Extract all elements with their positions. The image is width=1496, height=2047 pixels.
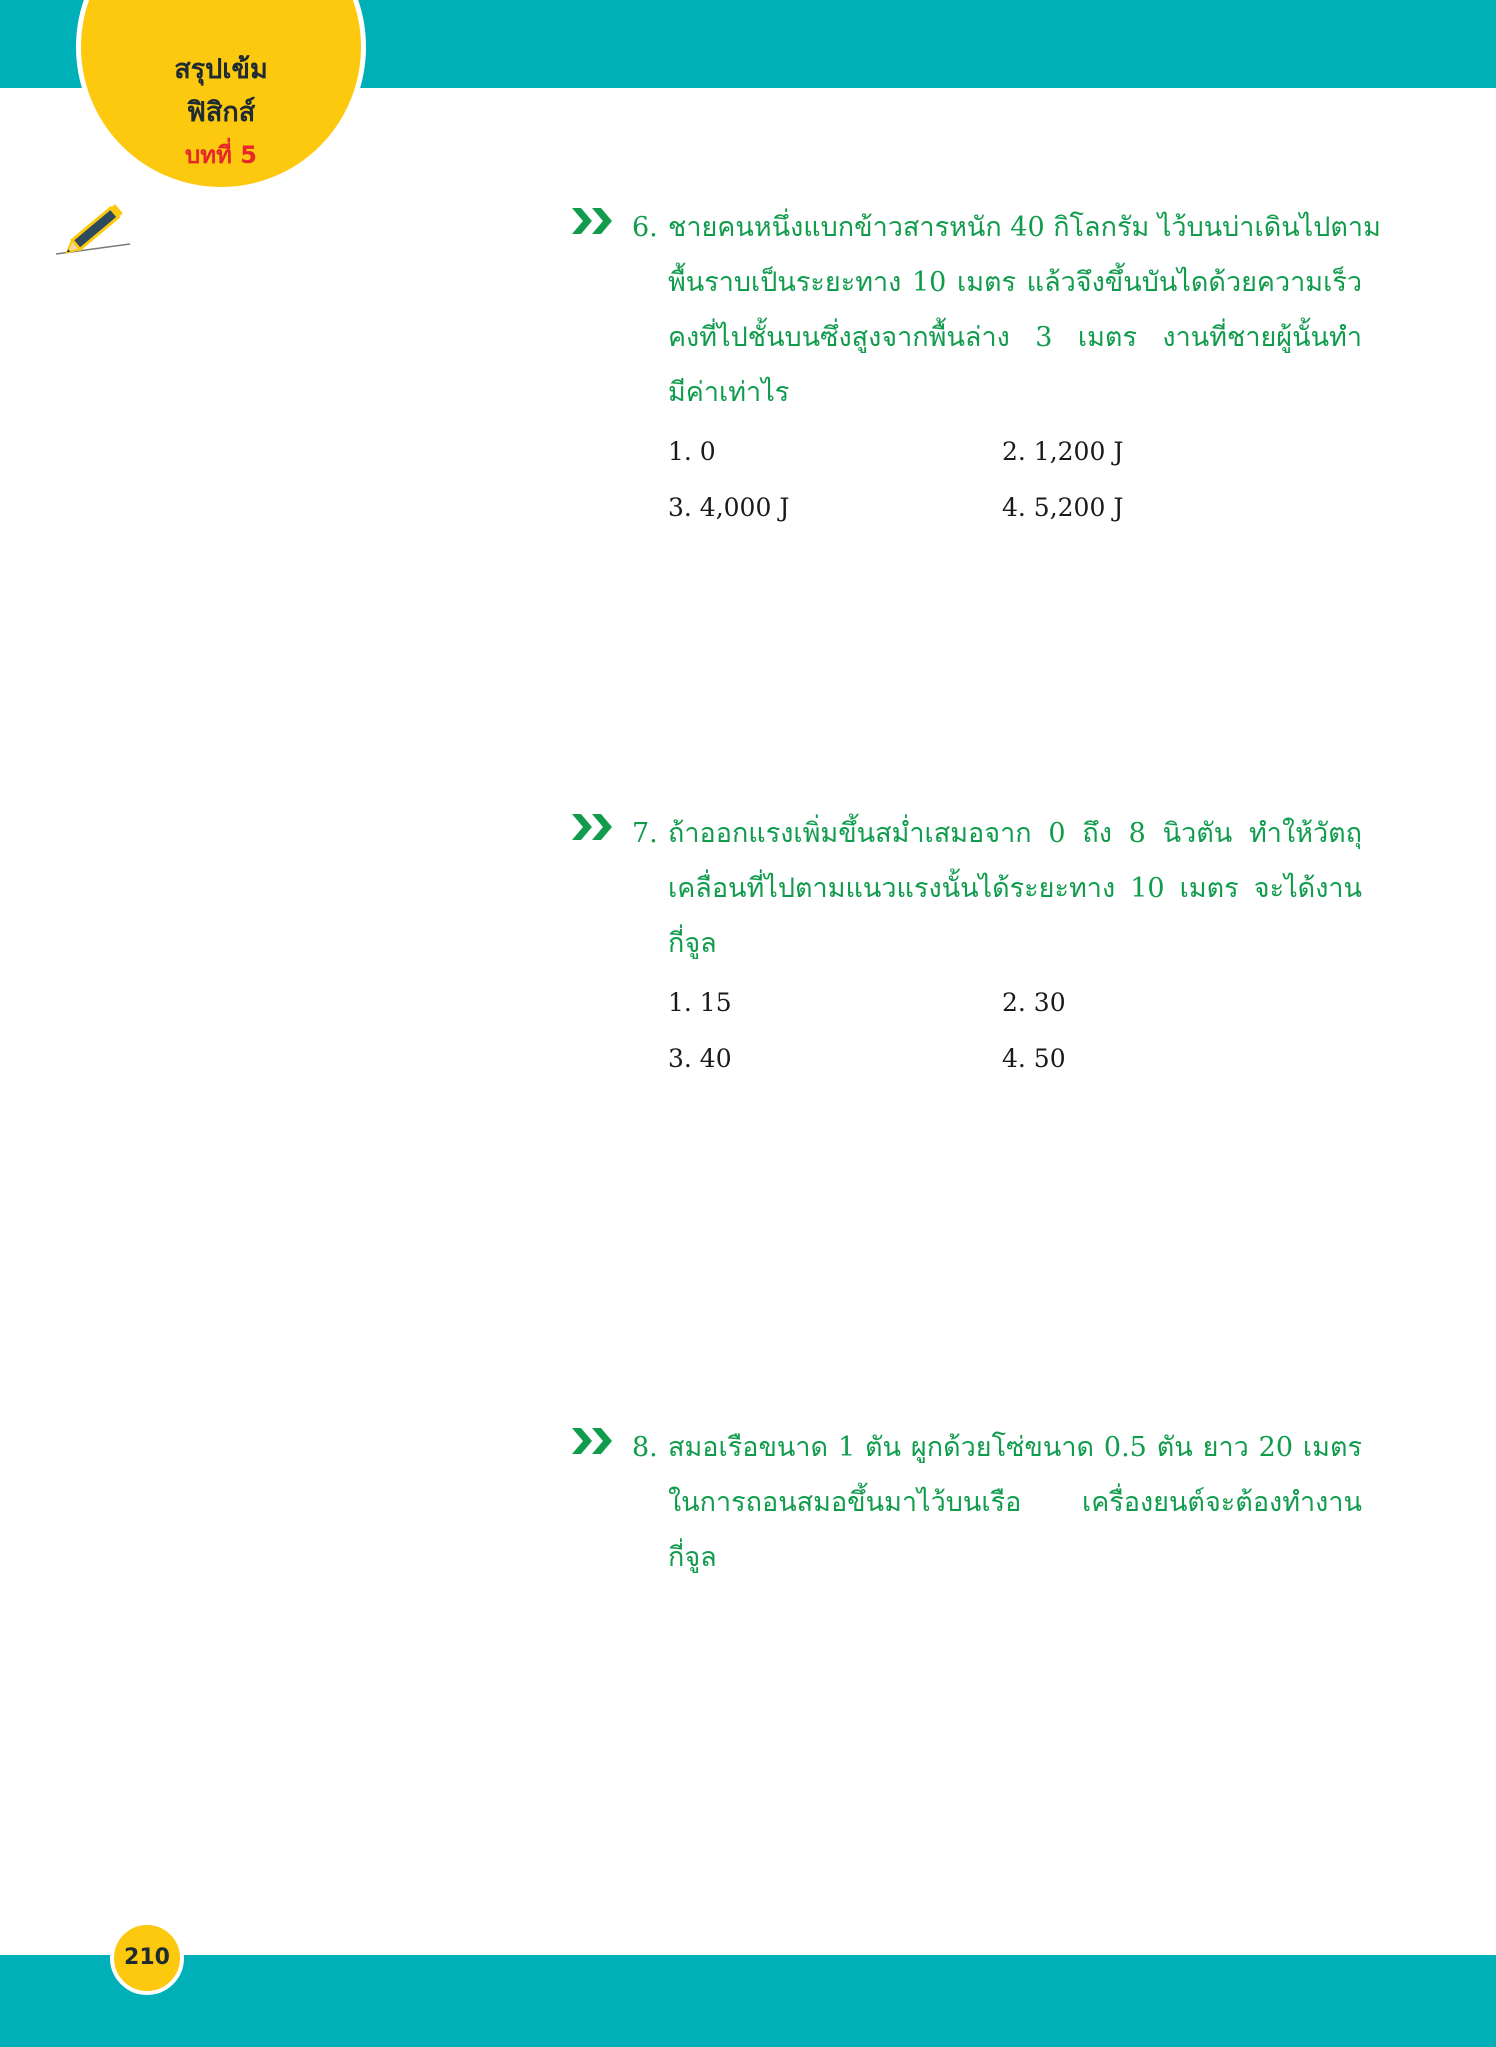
question-text — [668, 200, 1381, 420]
double-chevron-right-icon — [572, 812, 614, 842]
question-line: พื้นราบเป็นระยะทาง 10 เมตร แล้วจึงขึ้นบันไดด้วยความเร็ว — [668, 267, 1362, 298]
question-line: ชายคนหนึ่งแบกข้าวสารหนัก 40 กิโลกรัม ไว้บนบ่าเดินไปตาม — [668, 212, 1381, 243]
page-number: 210 — [110, 1921, 184, 1995]
pencil-icon — [56, 196, 134, 262]
question-number: 7. — [632, 818, 658, 849]
choice-1: 1. 0 — [668, 437, 716, 466]
question-line: คงที่ไปชั้นบนซึ่งสูงจากพื้นล่าง 3 เมตร งานที่ชายผู้นั้นทำ — [668, 322, 1362, 353]
question-line: เคลื่อนที่ไปตามแนวแรงนั้นได้ระยะทาง 10 เมตร จะได้งาน — [668, 873, 1362, 904]
question-line: ถ้าออกแรงเพิ่มขึ้นสม่ำเสมอจาก 0 ถึง 8 นิวตัน ทำให้วัตถุ — [668, 818, 1362, 849]
answer-choices — [668, 975, 1362, 1087]
question-line: มีค่าเท่าไร — [668, 377, 790, 408]
badge-chapter: บทที่ 5 — [185, 141, 257, 169]
choice-2: 2. 30 — [1002, 988, 1066, 1017]
choice-4: 4. 50 — [1002, 1044, 1066, 1073]
choice-3: 3. 4,000 J — [668, 493, 790, 522]
question-8 — [572, 1420, 1362, 1585]
chapter-badge — [76, 0, 366, 192]
answer-choices — [668, 424, 1362, 536]
choice-2: 2. 1,200 J — [1002, 437, 1124, 466]
question-line: กี่จูล — [668, 1542, 717, 1573]
double-chevron-right-icon — [572, 1426, 614, 1456]
question-line: กี่จูล — [668, 928, 717, 959]
question-number: 8. — [632, 1432, 658, 1463]
question-text — [668, 806, 1362, 971]
question-line: ในการถอนสมอขึ้นมาไว้บนเรือ เครื่องยนต์จะต้องทำงาน — [668, 1487, 1362, 1518]
question-text — [668, 1420, 1362, 1585]
badge-title-line2: ฟิสิกส์ — [186, 97, 256, 128]
question-number: 6. — [632, 212, 658, 243]
footer-band — [0, 1955, 1496, 2047]
badge-title-line1: สรุปเข้ม — [174, 54, 268, 85]
question-line: สมอเรือขนาด 1 ตัน ผูกด้วยโซ่ขนาด 0.5 ตัน ยาว 20 เมตร — [668, 1432, 1362, 1463]
choice-1: 1. 15 — [668, 988, 732, 1017]
question-6 — [572, 200, 1381, 536]
choice-4: 4. 5,200 J — [1002, 493, 1124, 522]
double-chevron-right-icon — [572, 206, 614, 236]
choice-3: 3. 40 — [668, 1044, 732, 1073]
question-7 — [572, 806, 1362, 1087]
